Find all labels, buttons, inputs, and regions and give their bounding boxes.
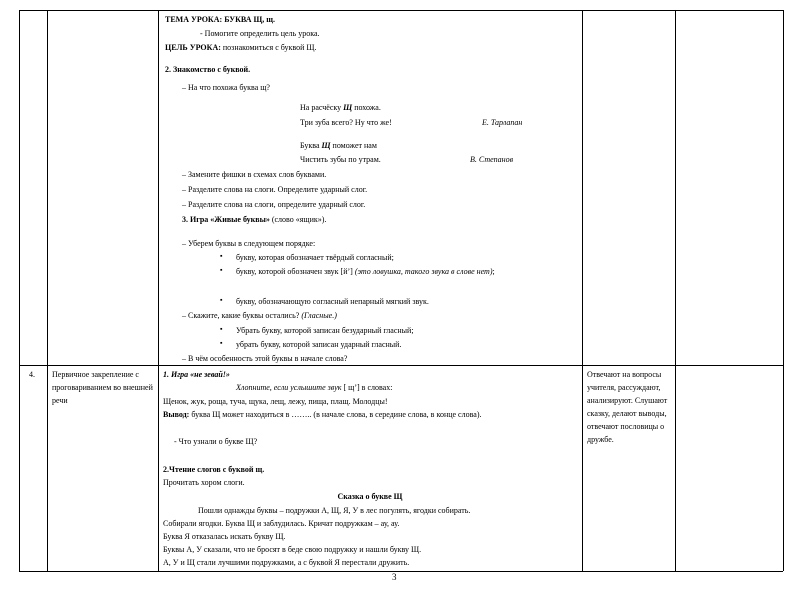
remaining-letters-answer: (Гласные.) (301, 311, 337, 320)
section-2-title: 2. Знакомство с буквой. (165, 65, 251, 74)
game-3-title: 3. Игра «Живые буквы» (182, 215, 270, 224)
tale-line-5: А, У и Щ стали лучшими подружками, а с буквой Я перестали дружить. (163, 558, 410, 567)
conclusion (163, 408, 577, 421)
lesson-theme-line (165, 13, 275, 26)
bullet-2-italic: (это ловушка, такого звука в слове нет) (354, 267, 493, 276)
clap-text-italic: Хлопните, если услышите звук (236, 383, 342, 392)
poem2-letter: Щ (321, 141, 331, 150)
bullet-1-marker: ▪ (220, 252, 223, 260)
theme-label: ТЕМА УРОКА: (165, 15, 223, 24)
table-border-top (19, 10, 783, 11)
bullet-1-text: букву, которая обозначает твёрдый согласный; (236, 253, 394, 262)
learned-question: - Что узнали о букве Щ? (174, 437, 258, 446)
remaining-letters-text: – Скажите, какие буквы остались? (182, 311, 302, 320)
table-divider-content (582, 10, 583, 571)
poem1-text-b: похожа. (352, 103, 381, 112)
game-3-line (182, 213, 326, 226)
table-border-left (19, 10, 20, 571)
poem1-line2: Три зуба всего? Ну что же! (300, 118, 392, 127)
task-replace-chips: – Замените фишки в схемах слов буквами. (182, 170, 327, 179)
task-syllables-2: – Разделите слова на слоги, определите ударный слог. (182, 200, 366, 209)
arrange-instruction: – Уберем буквы в следующем порядке: (182, 239, 316, 248)
bullet-2-text-b: ; (492, 267, 495, 276)
table-row-divider (19, 365, 783, 366)
conclusion-text: буква Щ может находиться в …….. (в начале слова, в середине слова, в конце слова). (189, 410, 482, 419)
student-activity: Отвечают на вопросы учителя, рассуждают, анализируют. Слушают сказку, делают выводы, отвечают пословицы о дружбе. (587, 370, 668, 444)
tale-line-4: Буквы А, У сказали, что не бросят в беде свою подружку и нашли букву Щ. (163, 545, 422, 554)
clap-text-sound: [ щ’] в словах: (341, 383, 393, 392)
task-syllables-1: – Разделите слова на слоги. Определите ударный слог. (182, 185, 368, 194)
poem1-line1 (300, 101, 381, 114)
poem1-text-a: На расчёску (300, 103, 344, 112)
bullet-3-text: букву, обозначающую согласный непарный мягкий звук. (236, 297, 429, 306)
remaining-letters-question (182, 309, 337, 322)
theme-value: БУКВА Щ, щ. (224, 15, 276, 24)
goal-label: ЦЕЛЬ УРОКА: (165, 43, 221, 52)
lesson-goal-line (165, 41, 317, 54)
conclusion-label: Вывод: (163, 410, 190, 419)
poem2-line1 (300, 139, 377, 152)
poem2-text-b: поможет нам (330, 141, 377, 150)
section-reading-title: 2.Чтение слогов с буквой щ. (163, 465, 265, 474)
game-1-title: 1. Игра «не зевай!» (163, 370, 230, 379)
chorus-instruction: Прочитать хором слоги. (163, 478, 245, 487)
clap-instruction (236, 381, 392, 394)
poem2-line2: Чистить зубы по утрам. (300, 155, 381, 164)
table-border-right (783, 10, 784, 571)
goal-value: познакомиться с буквой Щ. (222, 43, 317, 52)
question-letter-shape: – На что похожа буква щ? (182, 83, 270, 92)
poem2-text-a: Буква (300, 141, 322, 150)
word-list: Щенок, жук, роща, туча, щука, лещ, лежу, пища, плащ. Молодцы! (163, 397, 388, 406)
tale-line-2: Собирали ягодки. Буква Щ и заблудилась. Кричат подружкам – ау, ау. (163, 519, 400, 528)
table-divider-stage (158, 10, 159, 571)
page-number: 3 (392, 572, 397, 582)
help-line: - Помогите определить цель урока. (200, 29, 320, 38)
poem1-letter: Щ (343, 103, 353, 112)
feature-question: – В чём особенность этой буквы в начале слова? (182, 354, 348, 363)
poem1-author: Е. Тарлапан (482, 118, 523, 127)
bullet-4-text: Убрать букву, которой записан безударный гласный; (236, 326, 414, 335)
table-border-bottom (19, 571, 783, 572)
poem2-author: В. Степанов (470, 155, 514, 164)
tale-line-3: Буква Я отказалась искать букву Щ. (163, 532, 286, 541)
table-divider-num (47, 10, 48, 571)
bullet-4-marker: ▪ (220, 325, 223, 333)
row-number: 4. (29, 370, 35, 379)
bullet-5-text: убрать букву, которой записан ударный гласный. (236, 340, 402, 349)
tale-line-1: Пошли однажды буквы – подружки А, Щ, Я, У в лес погулять, ягодки собирать. (198, 506, 471, 515)
stage-name: Первичное закрепление с проговариванием во внешней речи (52, 370, 153, 405)
game-3-note: (слово «ящик»). (269, 215, 327, 224)
tale-title: Сказка о букве Щ (337, 492, 403, 501)
bullet-3-marker: ▪ (220, 296, 223, 304)
bullet-5-marker: ▪ (220, 339, 223, 347)
table-divider-students (675, 10, 676, 571)
bullet-2-text (236, 265, 576, 278)
bullet-2-marker: ▪ (220, 266, 223, 274)
bullet-2-text-a: букву, которой обозначен звук [й’] (236, 267, 355, 276)
